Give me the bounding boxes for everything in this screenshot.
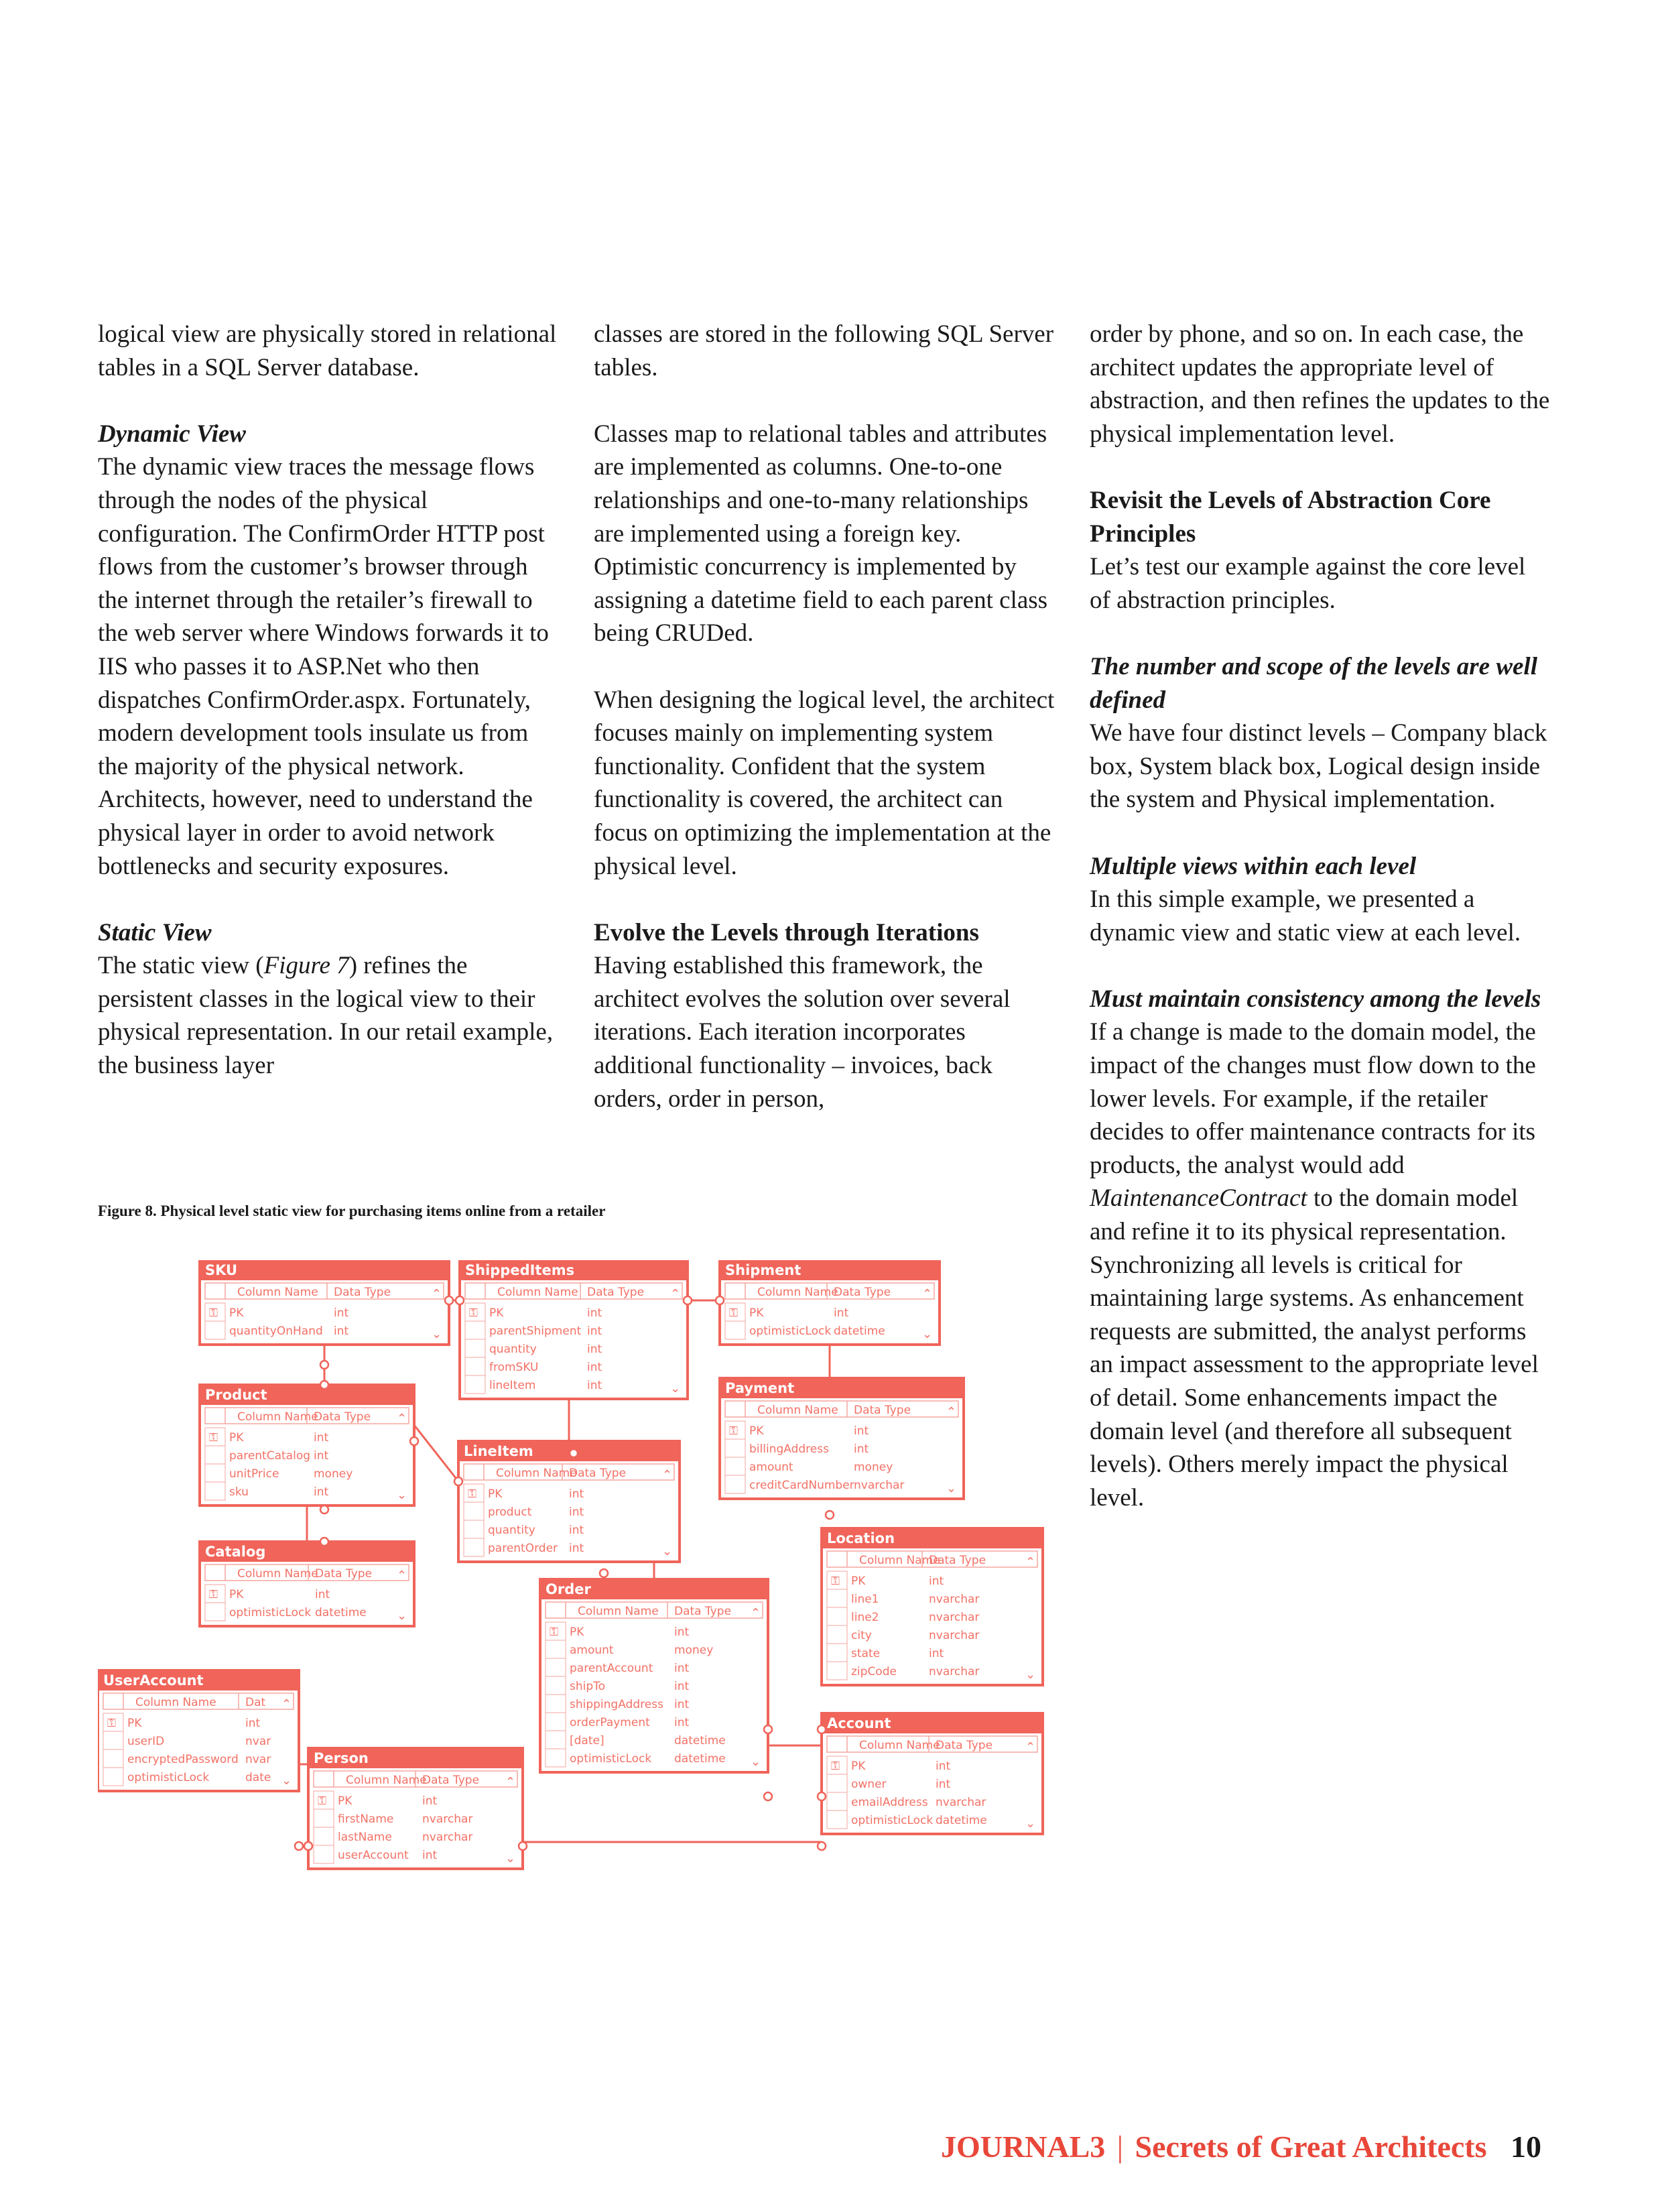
column-type: int xyxy=(245,1717,261,1730)
primary-key-icon: ⚿ xyxy=(209,1306,218,1320)
column-type: int xyxy=(674,1698,690,1711)
column-name-header: Column Name xyxy=(237,1410,318,1424)
connector-end xyxy=(456,1296,464,1304)
column-type: int xyxy=(587,1379,602,1392)
scroll-down-icon: ⌄ xyxy=(751,1755,761,1769)
paragraph-part: to the domain model and refine it to its physical representation. Synchronizing all levels is critical for maintaining large systems. As enhancement requests are submitted, the analyst performs an impact assessment to the appropriate level of detail. Some enhancements impact the domain level (and therefore all subsequent levels). Others merely impact the physical level. xyxy=(1090,1184,1539,1512)
column-type: datetime xyxy=(674,1752,726,1766)
column-type: int xyxy=(587,1361,602,1374)
scroll-up-icon: ⌃ xyxy=(670,1287,681,1301)
column-type: nvarchar xyxy=(422,1831,473,1844)
column-name: parentAccount xyxy=(570,1662,653,1675)
table-shipment xyxy=(720,1260,940,1345)
column-type: int xyxy=(936,1778,951,1791)
column-type: int xyxy=(587,1343,602,1356)
column-type: nvarchar xyxy=(929,1665,980,1678)
section-static-view xyxy=(98,916,560,1083)
footer-separator: | xyxy=(1116,2130,1124,2164)
table-title: Account xyxy=(827,1715,891,1731)
text-column-1 xyxy=(98,318,560,1083)
column-name-header: Column Name xyxy=(135,1696,216,1709)
column-name: parentCatalog xyxy=(229,1449,311,1463)
scroll-down-icon: ⌄ xyxy=(1025,1668,1036,1682)
section-revisit xyxy=(1090,484,1552,617)
column-type: int xyxy=(334,1325,349,1338)
column-type: int xyxy=(334,1306,349,1320)
connector-end xyxy=(519,1842,527,1850)
connector-end xyxy=(410,1437,418,1445)
column-type: int xyxy=(569,1506,584,1519)
column-type: datetime xyxy=(834,1325,885,1338)
page-footer xyxy=(941,2129,1541,2164)
figure-caption: Figure 8. Physical level static view for purchasing items online from a retailer xyxy=(98,1203,606,1219)
column-name-header: Column Name xyxy=(237,1286,318,1299)
data-type-header: Data Type xyxy=(929,1554,986,1567)
primary-key-icon: ⚿ xyxy=(209,1588,218,1601)
scroll-up-icon: ⌃ xyxy=(1025,1740,1036,1754)
data-type-header: Data Type xyxy=(315,1567,373,1581)
paragraph: Classes map to relational tables and attributes are implemented as columns. One-to-one relationships and one-to-many relationships are implemented using a foreign key. Optimistic concurrency is implemented by assigning a datetime field to each parent class being CRUDed. xyxy=(594,420,1048,648)
connector-end xyxy=(764,1725,772,1733)
column-name-header: Column Name xyxy=(237,1567,318,1581)
column-name: shipTo xyxy=(570,1680,606,1693)
connector-end xyxy=(826,1511,834,1519)
primary-key-icon: ⚿ xyxy=(831,1760,840,1773)
column-name: quantity xyxy=(489,1343,537,1356)
column-type: date xyxy=(245,1771,271,1784)
table-title: Product xyxy=(205,1387,267,1403)
column-name: orderPayment xyxy=(570,1716,650,1729)
connector-end xyxy=(320,1381,328,1389)
column-name: sku xyxy=(229,1485,249,1499)
column-name: PK xyxy=(488,1487,503,1501)
section-dynamic-view xyxy=(98,418,560,883)
column-name: lineItem xyxy=(489,1379,536,1392)
data-type-header: Data Type xyxy=(422,1774,480,1787)
scroll-up-icon: ⌃ xyxy=(432,1287,442,1301)
column-name-header: Column Name xyxy=(859,1554,940,1567)
paragraph-part: If a change is made to the domain model, the impact of the changes must flow down to the lower levels. For example, if the retailer decides to offer maintenance contracts for its products, the analyst would add xyxy=(1090,1018,1536,1179)
column-name: optimisticLock xyxy=(570,1752,652,1766)
column-name: parentShipment xyxy=(489,1325,582,1338)
table-catalog xyxy=(200,1542,414,1626)
section-consistency xyxy=(1090,983,1552,1515)
column-type: int xyxy=(422,1849,438,1862)
column-name-header: Column Name xyxy=(496,1467,577,1480)
column-type: int xyxy=(929,1647,944,1660)
column-name: PK xyxy=(338,1794,353,1808)
column-type: nvarchar xyxy=(929,1611,980,1624)
column-name: amount xyxy=(749,1461,793,1474)
column-name: line2 xyxy=(851,1611,879,1624)
table-useraccount xyxy=(98,1670,299,1791)
column-name: quantityOnHand xyxy=(229,1325,323,1338)
table-frame xyxy=(822,1528,1043,1685)
primary-key-icon: ⚿ xyxy=(468,1487,476,1501)
column-type: nvarchar xyxy=(929,1629,980,1642)
column-name: optimisticLock xyxy=(749,1325,832,1338)
connector-end xyxy=(320,1538,328,1546)
column-name: billingAddress xyxy=(749,1442,829,1456)
scroll-up-icon: ⌃ xyxy=(1025,1555,1036,1569)
table-shippeditems xyxy=(460,1260,688,1399)
heading-consistency: Must maintain consistency among the levels xyxy=(1090,985,1541,1013)
column-type: int xyxy=(854,1442,869,1456)
data-type-header: Data Type xyxy=(936,1739,993,1752)
scroll-down-icon: ⌄ xyxy=(946,1481,957,1495)
connector-end xyxy=(764,1792,772,1800)
column-type: money xyxy=(314,1467,353,1481)
scroll-down-icon: ⌄ xyxy=(397,1488,407,1502)
paragraph: Let’s test our example against the core level of abstraction principles. xyxy=(1090,553,1526,614)
scroll-down-icon: ⌄ xyxy=(670,1381,681,1396)
data-type-header: Data Type xyxy=(587,1286,645,1299)
scroll-down-icon: ⌄ xyxy=(922,1327,933,1341)
column-name: optimisticLock xyxy=(851,1814,934,1827)
text-column-3 xyxy=(1090,318,1552,1514)
column-name: PK xyxy=(749,1424,764,1438)
journal-logo: JOURNAL3 xyxy=(940,2130,1106,2164)
paragraph: The dynamic view traces the message flows through the nodes of the physical configuration. The ConfirmOrder HTTP post flows from the customer’s browser through the internet through the retailer’s firewall to the web server where Windows forwards it to IIS who passes it to ASP.Net who then dispatches ConfirmOrder.aspx. Fortunately, modern development tools insulate us from the majority of the physical network. Architects, however, need to understand the physical layer in order to avoid network bottlenecks and security exposures. xyxy=(98,453,549,880)
data-type-header: Data Type xyxy=(674,1605,732,1618)
column-type: money xyxy=(854,1461,893,1474)
scroll-up-icon: ⌃ xyxy=(922,1287,933,1301)
column-name: owner xyxy=(851,1778,887,1791)
scroll-up-icon: ⌃ xyxy=(751,1606,761,1620)
relationship-line xyxy=(414,1425,458,1481)
column-name: PK xyxy=(851,1760,866,1773)
column-name: optimisticLock xyxy=(127,1771,210,1784)
column-type: int xyxy=(314,1485,329,1499)
table-sku xyxy=(200,1260,449,1345)
column-name-header: Column Name xyxy=(859,1739,940,1752)
paragraph-part: ) refines the persistent classes in the logical view to their physical representation. In our retail example, the business layer xyxy=(98,952,554,1080)
table-person xyxy=(308,1748,523,1869)
column-name: optimisticLock xyxy=(229,1606,312,1619)
table-payment xyxy=(720,1378,964,1499)
connector-end xyxy=(600,1569,608,1577)
connector-end xyxy=(818,1792,826,1800)
table-title: Order xyxy=(546,1581,591,1597)
column-type: int xyxy=(315,1588,330,1601)
scroll-up-icon: ⌃ xyxy=(662,1468,673,1482)
connector-end xyxy=(445,1296,453,1304)
scroll-down-icon: ⌄ xyxy=(505,1851,516,1865)
primary-key-icon: ⚿ xyxy=(831,1575,840,1588)
connector-end xyxy=(320,1361,328,1369)
column-type: int xyxy=(674,1716,690,1729)
column-name: unitPrice xyxy=(229,1467,279,1481)
scroll-up-icon: ⌃ xyxy=(397,1412,407,1426)
primary-key-icon: ⚿ xyxy=(729,1424,738,1438)
column-name-header: Column Name xyxy=(578,1605,659,1618)
data-type-header: Data Type xyxy=(834,1286,891,1299)
paragraph: order by phone, and so on. In each case, the architect updates the appropriate level of abstraction, and then refines the updates to the physical implementation level. xyxy=(1090,320,1550,448)
column-type: int xyxy=(569,1542,584,1555)
table-order xyxy=(540,1579,768,1772)
column-name: PK xyxy=(570,1625,584,1639)
column-name: fromSKU xyxy=(489,1361,539,1374)
scroll-down-icon: ⌄ xyxy=(1025,1817,1036,1831)
table-title: Catalog xyxy=(205,1544,266,1560)
column-name: PK xyxy=(229,1588,244,1601)
column-name: [date] xyxy=(570,1734,604,1747)
column-name: emailAddress xyxy=(851,1796,928,1809)
paragraph: classes are stored in the following SQL Server tables. xyxy=(594,320,1054,381)
table-title: Person xyxy=(314,1750,369,1766)
column-type: int xyxy=(569,1524,584,1537)
connector-end xyxy=(716,1296,724,1304)
page-number: 10 xyxy=(1511,2130,1541,2164)
heading-static-view: Static View xyxy=(98,918,212,946)
connector-end xyxy=(570,1449,578,1457)
table-title: UserAccount xyxy=(103,1672,204,1688)
column-type: int xyxy=(834,1306,849,1320)
column-type: money xyxy=(674,1644,714,1657)
table-lineitem xyxy=(458,1441,680,1562)
heading-multiple-views: Multiple views within each level xyxy=(1090,852,1417,880)
connector-end xyxy=(304,1842,312,1850)
data-type-header: Data Type xyxy=(314,1410,371,1424)
column-type: int xyxy=(314,1431,329,1445)
table-title: ShippedItems xyxy=(465,1262,575,1278)
data-type-header: Data Type xyxy=(854,1404,911,1417)
paragraph: logical view are physically stored in relational tables in a SQL Server database. xyxy=(98,320,557,381)
data-type-header: Data Type xyxy=(569,1467,627,1480)
table-title: LineItem xyxy=(464,1443,533,1459)
scroll-up-icon: ⌃ xyxy=(946,1405,957,1419)
connector-end xyxy=(818,1842,826,1850)
column-name-header: Column Name xyxy=(757,1286,838,1299)
table-title: Location xyxy=(827,1530,895,1546)
column-type: int xyxy=(674,1680,690,1693)
column-type: datetime xyxy=(674,1734,726,1747)
column-name-header: Column Name xyxy=(497,1286,578,1299)
primary-key-icon: ⚿ xyxy=(729,1306,738,1320)
scroll-down-icon: ⌄ xyxy=(397,1609,407,1623)
column-type: nvarchar xyxy=(936,1796,986,1809)
column-name: product xyxy=(488,1506,532,1519)
scroll-down-icon: ⌄ xyxy=(432,1327,442,1341)
column-name: PK xyxy=(851,1575,866,1588)
section-multiple-views xyxy=(1090,850,1552,950)
scroll-up-icon: ⌃ xyxy=(505,1775,516,1789)
paragraph: In this simple example, we presented a dynamic view and static view at each level. xyxy=(1090,885,1521,946)
column-name: zipCode xyxy=(851,1665,897,1678)
table-title: Shipment xyxy=(725,1262,802,1278)
paragraph: Having established this framework, the architect evolves the solution over several iterations. Each iteration incorporates additional functionality – invoices, back orders, order in person, xyxy=(594,952,1011,1113)
column-type: int xyxy=(854,1424,869,1438)
section-number-scope xyxy=(1090,650,1552,816)
table-title: Payment xyxy=(725,1380,795,1396)
heading-revisit-levels: Revisit the Levels of Abstraction Core Principles xyxy=(1090,486,1491,548)
column-name: userID xyxy=(127,1735,165,1748)
column-name: PK xyxy=(229,1306,244,1320)
scroll-up-icon: ⌃ xyxy=(281,1697,292,1711)
journal-title: Secrets of Great Architects xyxy=(1135,2130,1487,2164)
column-type: int xyxy=(587,1306,602,1320)
table-product xyxy=(200,1385,414,1506)
scroll-down-icon: ⌄ xyxy=(281,1774,292,1788)
heading-evolve-levels: Evolve the Levels through Iterations xyxy=(594,918,979,946)
er-diagram xyxy=(98,1260,1049,1877)
scroll-up-icon: ⌃ xyxy=(397,1569,407,1583)
column-type: int xyxy=(587,1325,602,1338)
connector-end xyxy=(320,1506,328,1514)
table-account xyxy=(822,1713,1043,1834)
paragraph-part: The static view ( xyxy=(98,952,264,980)
column-type: int xyxy=(314,1449,329,1463)
column-type: nvar xyxy=(245,1735,271,1748)
column-type: int xyxy=(929,1575,944,1588)
column-name: creditCardNumber xyxy=(749,1479,854,1492)
column-name: quantity xyxy=(488,1524,535,1537)
column-name: PK xyxy=(127,1717,142,1730)
section-evolve xyxy=(594,916,1056,1116)
column-name: encryptedPassword xyxy=(127,1753,239,1766)
paragraph: We have four distinct levels – Company black box, System black box, Logical design inside the system and Physical implementation. xyxy=(1090,719,1547,814)
column-name: city xyxy=(851,1629,872,1642)
column-name: state xyxy=(851,1647,881,1660)
column-name: parentOrder xyxy=(488,1542,558,1555)
heading-number-scope: The number and scope of the levels are well defined xyxy=(1090,652,1537,714)
column-name: amount xyxy=(570,1644,614,1657)
column-name: firstName xyxy=(338,1812,394,1826)
column-type: datetime xyxy=(936,1814,987,1827)
connector-end xyxy=(295,1842,303,1850)
column-name: shippingAddress xyxy=(570,1698,663,1711)
primary-key-icon: ⚿ xyxy=(550,1625,558,1639)
column-type: nvarchar xyxy=(422,1812,473,1826)
column-type: nvarchar xyxy=(929,1593,980,1606)
column-type: int xyxy=(422,1794,438,1808)
connector-end xyxy=(684,1296,692,1304)
data-type-header: Dat xyxy=(245,1696,266,1709)
column-type: int xyxy=(569,1487,584,1501)
table-location xyxy=(822,1528,1043,1685)
column-name: line1 xyxy=(851,1593,879,1606)
paragraph: When designing the logical level, the architect focuses mainly on implementing system functionality. Confident that the system functionality is covered, the architect can focus on optimizing the implementation at the physical level. xyxy=(594,686,1055,880)
column-type: int xyxy=(674,1662,690,1675)
connector-end xyxy=(818,1725,826,1733)
primary-key-icon: ⚿ xyxy=(318,1794,326,1808)
data-type-header: Data Type xyxy=(334,1286,391,1299)
scroll-down-icon: ⌄ xyxy=(662,1544,673,1558)
column-name-header: Column Name xyxy=(757,1404,838,1417)
connector-end xyxy=(454,1477,462,1485)
primary-key-icon: ⚿ xyxy=(107,1717,116,1730)
heading-dynamic-view: Dynamic View xyxy=(98,420,246,448)
column-name: lastName xyxy=(338,1831,392,1844)
column-type: datetime xyxy=(315,1606,367,1619)
column-name: PK xyxy=(749,1306,764,1320)
column-type: int xyxy=(674,1625,690,1639)
column-name: PK xyxy=(489,1306,504,1320)
text-column-2 xyxy=(594,318,1056,1115)
column-name-header: Column Name xyxy=(346,1774,427,1787)
figure-reference: Figure 7 xyxy=(263,952,349,980)
column-name: PK xyxy=(229,1431,244,1445)
column-type: nvarchar xyxy=(854,1479,905,1492)
primary-key-icon: ⚿ xyxy=(209,1431,218,1445)
column-type: nvar xyxy=(245,1753,271,1766)
column-type: int xyxy=(936,1760,951,1773)
column-name: userAccount xyxy=(338,1849,409,1862)
table-title: SKU xyxy=(205,1262,238,1278)
class-name-reference: MaintenanceContract xyxy=(1090,1184,1307,1213)
primary-key-icon: ⚿ xyxy=(469,1306,478,1320)
